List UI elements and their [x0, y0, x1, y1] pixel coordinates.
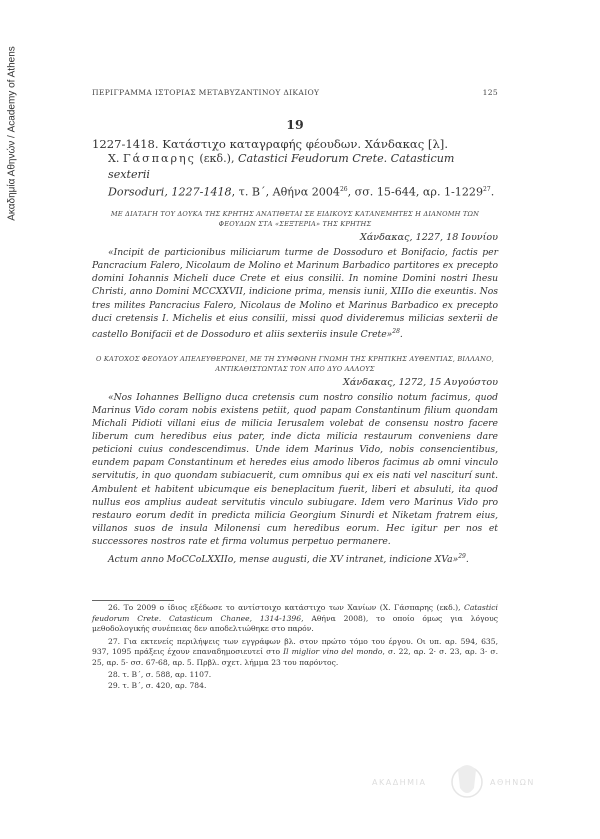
citation-editor: Γάσπαρης [122, 152, 196, 165]
footnote-29: 29. τ. B΄, σ. 420, αρ. 784. [108, 681, 207, 691]
chapter-number: 19 [286, 117, 304, 132]
academy-watermark [372, 758, 552, 808]
citation-text: . [490, 185, 495, 199]
footnote-text: 27. Για εκτενείς περιλήψεις των εγγράφων βλ. στον πρώτο τόμο του έργου. Οι υπ. αρ. 594, 635, 937, 1095 πράξεις έχουν επαναδημοσιευτεί στο [92, 636, 498, 657]
citation-title: Catastici Feudorum Crete. Catasticum sexterii [108, 152, 455, 181]
footnote-ref[interactable]: 29 [458, 553, 466, 561]
running-head [92, 88, 498, 97]
footnote-28: 28. τ. B΄, σ. 588, αρ. 1107. [108, 669, 212, 679]
citation-text: Χ. [108, 152, 123, 165]
citation-title: Dorsoduri, 1227-1418 [108, 185, 232, 199]
document-text [92, 246, 498, 341]
citation-text: , σσ. 15-644, αρ. 1-1229 [347, 185, 484, 199]
document-heading: Ο ΚΑΤΟΧΟΣ ΦΕΟΥΔΟΥ ΑΠΕΛΕΥΘΕΡΩΝΕΙ, ΜΕ ΤΗ ΣΥΜΦΩΝΗ ΓΝΩΜΗ ΤΗΣ ΚΡΗΤΙΚΗΣ ΑΥΘΕΝΤΙΑΣ, ΒΙΛΛΑΝΟ, ΑΝΤΙΚΑΘΙΣΤΩΝΤΑΣ ΤΟΝ ΑΠΟ ΔΥΟ ΑΛΛΟΥΣ [96, 354, 494, 373]
document-quote: «Incipit de particionibus miliciarum turme de Dossoduro et Bonifacio, factis per Pancracium Falero, Nicolaum de Molino et Marinum Barbadico partitores ex precepto domini Iohannis Micheli duce Crete et eius consilii. In nomine Domini nostri Ihesu Christi, anno Domini MCCXXVII, indicione prima, mensis iunii, XIIIo die exeuntis. Nos tres milites Pancracius Falero, Nicolaus de Molino et Marinus Barbadico ex precepto duci cretensis I. Michelis et eius consilii, missi quod divideremus milicias sexterii de castello Bonifacii et de Dossoduro et aliis sexteriis insule Crete» [92, 247, 498, 340]
footnote-title: Catastici feudorum Crete. Catasticum Chanee, 1314-1396 [92, 603, 498, 623]
footnote-title: Il miglior vino del mondo [283, 647, 383, 657]
archive-side-label: Ακαδημία Αθηνών / Academy of Athens [6, 46, 18, 221]
entry-title: 1227-1418. Κατάστιχο καταγραφής φέουδων. Χάνδακας [λ]. [92, 137, 449, 151]
watermark-right-text: ΑΘΗΝΩΝ [490, 778, 535, 787]
document-text: «Nos Iohannes Belligno duca cretensis cum nostro consilio notum facimus, quod Marinus Vido coram nobis existens petiit, quod papam Constantinum filium quondam Michali Pidioti villani eius de milicia Ierusalem volebat de consensu nostro facere liberum cum heredibus eius pater, inde dicta milicia restaurum conveniens dare peticioni cuius condescendimus. Unde idem Marinus Vido, nobis consencientibus, eundem papam Constantinum et heredes eius amodo liberos facimus ab omni vinculo servitutis, in quo quondam subiacuerit, cum omnibus qui ex eis nati vel nasciturí sunt. Ambulent et habitent ubicumque eis beneplacitum fuerit, liberi et absuluti, ita quod nullus eos amplius audeat servitutis vinculo subiugare. Idem vero Marinus Vido pro restauro eorum dedit in predicta milicia Georgium Sinurdi et Niketam fratrem eius, villanos suos de insula Milonensi cum heredibus eorum. Hec igitur per nos et successores nostros rate et firma volumus perpetuo permanere. [92, 391, 498, 547]
document-quote: Actum anno MoCCoLXXIIo, mense augusti, die XV intranet, indicione XVa» [108, 554, 459, 566]
entry-citation [108, 151, 498, 200]
footnote-text: 26. Το 2009 ο ίδιος εξέδωσε το αντίστοιχο κατάστιχο των Χανίων (Χ. Γάσπαρης (εκδ.), [108, 603, 465, 613]
footnote-27 [92, 637, 498, 669]
athena-head-icon [450, 758, 484, 806]
footnote-26 [92, 603, 498, 635]
document-heading: ΜΕ ΔΙΑΤΑΓΗ ΤΟΥ ΔΟΥΚΑ ΤΗΣ ΚΡΗΤΗΣ ΑΝΑΤΙΘΕΤΑΙ ΣΕ ΕΙΔΙΚΟΥΣ ΚΑΤΑΝΕΜΗΤΕΣ Η ΔΙΑΝΟΜΗ ΤΩΝ ΦΕΟΥΔΩΝ ΣΤΑ «ΣΕΞΤΕΡΙΑ» ΤΗΣ ΚΡΗΤΗΣ [110, 210, 480, 229]
footnote-divider [92, 600, 174, 601]
document-date: Χάνδακας, 1227, 18 Ιουνίου [359, 232, 498, 244]
page-number: 125 [482, 88, 498, 97]
watermark-left-text: ΑΚΑΔΗΜΙΑ [372, 778, 427, 787]
document-quote: . [465, 554, 469, 566]
footnote-ref[interactable]: 27 [483, 186, 491, 193]
footnote-text: , Αθήνα 2008), το οποίο όμως για λόγους μεθοδολογικής συνέπειας δεν αποδελτιώθηκε στο παρόν. [92, 613, 498, 634]
document-date: Χάνδακας, 1272, 15 Αυγούστου [343, 376, 498, 388]
page-body [92, 88, 498, 692]
citation-text: , τ. B΄, Αθήνα 2004 [231, 185, 340, 199]
document-actum [108, 550, 498, 566]
citation-text: (εκδ.), [195, 152, 239, 165]
footnote-ref[interactable]: 26 [339, 186, 348, 193]
document-quote: . [399, 328, 403, 340]
running-head-title: ΠΕΡΙΓΡΑΜΜΑ ΙΣΤΟΡΙΑΣ ΜΕΤΑΒΥΖΑΝΤΙΝΟΥ ΔΙΚΑΙΟΥ [92, 88, 320, 97]
footnote-ref[interactable]: 28 [392, 327, 400, 335]
footnote-text: , σ. 22, αρ. 2· σ. 23, αρ. 3· σ. 25, αρ. 5· σσ. 67-68, αρ. 5. Πρβλ. σχετ. λήμμα 23 του παρόντος. [92, 647, 498, 668]
